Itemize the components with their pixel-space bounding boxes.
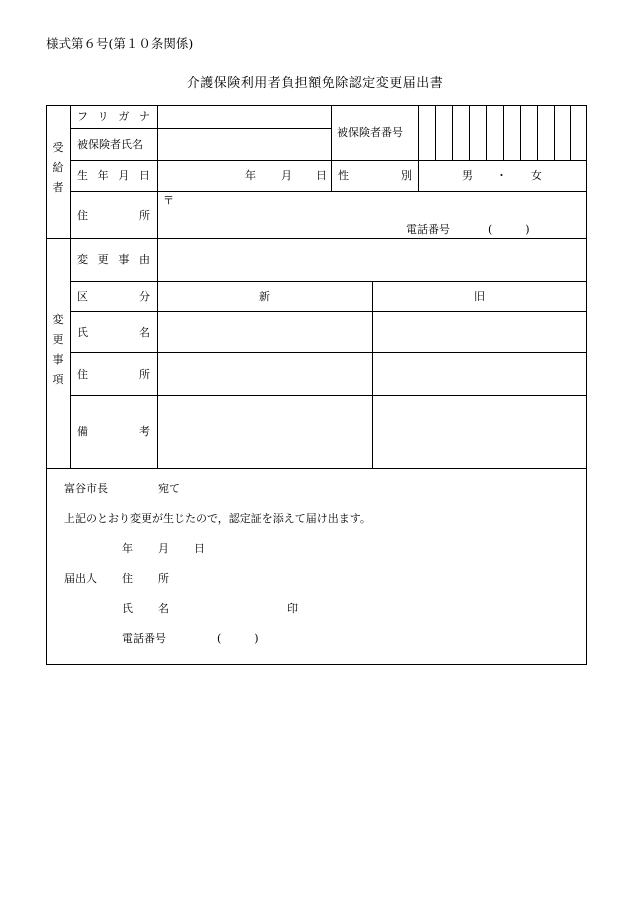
form-number: 様式第６号(第１０条関係) — [46, 36, 194, 51]
sex-female-option[interactable]: 女 — [531, 169, 542, 182]
declaration-year-unit: 年 — [122, 542, 133, 555]
old-name-input[interactable] — [373, 312, 586, 352]
birthdate-label: 生 年 月 日 — [77, 169, 150, 182]
furigana-input[interactable] — [158, 106, 330, 128]
category-label: 区 分 — [77, 290, 150, 303]
birth-year-unit: 年 — [245, 169, 256, 182]
sex-male-option[interactable]: 男 — [462, 169, 473, 182]
applicant-name-label-1: 氏 — [122, 602, 133, 615]
form-title: 介護保険利用者負担額免除認定変更届出書 — [186, 76, 444, 91]
insured-number-input[interactable] — [419, 106, 586, 160]
declaration-day-unit: 日 — [194, 542, 205, 555]
seal-mark: 印 — [287, 602, 298, 615]
applicant-name-label-2: 名 — [158, 602, 169, 615]
old-address-input[interactable] — [373, 353, 586, 395]
applicant-address-label-2: 所 — [158, 572, 169, 585]
change-address-label: 住 所 — [77, 368, 150, 381]
change-name-label: 氏 名 — [77, 326, 150, 339]
applicant-label: 届出人 — [64, 572, 97, 585]
recipient-phone-paren: ( ) — [488, 223, 530, 236]
birth-month-unit: 月 — [281, 169, 292, 182]
recipient-section-label: 受 給 者 — [52, 141, 64, 194]
applicant-phone-paren: ( ) — [217, 632, 259, 645]
declaration-statement: 上記のとおり変更が生じたので，認定証を添えて届け出ます。 — [64, 512, 371, 525]
insured-name-label: 被保険者氏名 — [77, 138, 143, 151]
declaration-month-unit: 月 — [158, 542, 169, 555]
change-reason-input[interactable] — [158, 239, 586, 281]
sex-label-2: 別 — [401, 169, 412, 182]
remarks-label: 備 考 — [77, 425, 150, 438]
sex-separator: ・ — [496, 169, 507, 182]
old-column-header: 旧 — [474, 290, 485, 303]
change-section-label: 変 更 事 項 — [52, 313, 64, 386]
applicant-phone-label: 電話番号 — [122, 632, 166, 645]
old-remarks-input[interactable] — [373, 396, 586, 468]
insured-name-input[interactable] — [158, 129, 330, 160]
furigana-label: フ リ ガ ナ — [77, 110, 150, 123]
recipient-address-input[interactable] — [158, 192, 586, 220]
change-reason-label: 変 更 事 由 — [77, 253, 150, 266]
addressee: 富谷市長 — [64, 482, 108, 495]
recipient-address-label: 住 所 — [77, 209, 150, 222]
new-column-header: 新 — [259, 290, 270, 303]
sex-label-1: 性 — [338, 169, 349, 182]
postal-mark: 〒 — [163, 194, 174, 207]
new-name-input[interactable] — [158, 312, 371, 352]
recipient-phone-label: 電話番号 — [406, 223, 450, 236]
new-remarks-input[interactable] — [158, 396, 371, 468]
addressee-suffix: 宛て — [158, 482, 180, 495]
applicant-address-label-1: 住 — [122, 572, 133, 585]
new-address-input[interactable] — [158, 353, 371, 395]
insured-number-label: 被保険者番号 — [337, 126, 403, 139]
birth-day-unit: 日 — [316, 169, 327, 182]
